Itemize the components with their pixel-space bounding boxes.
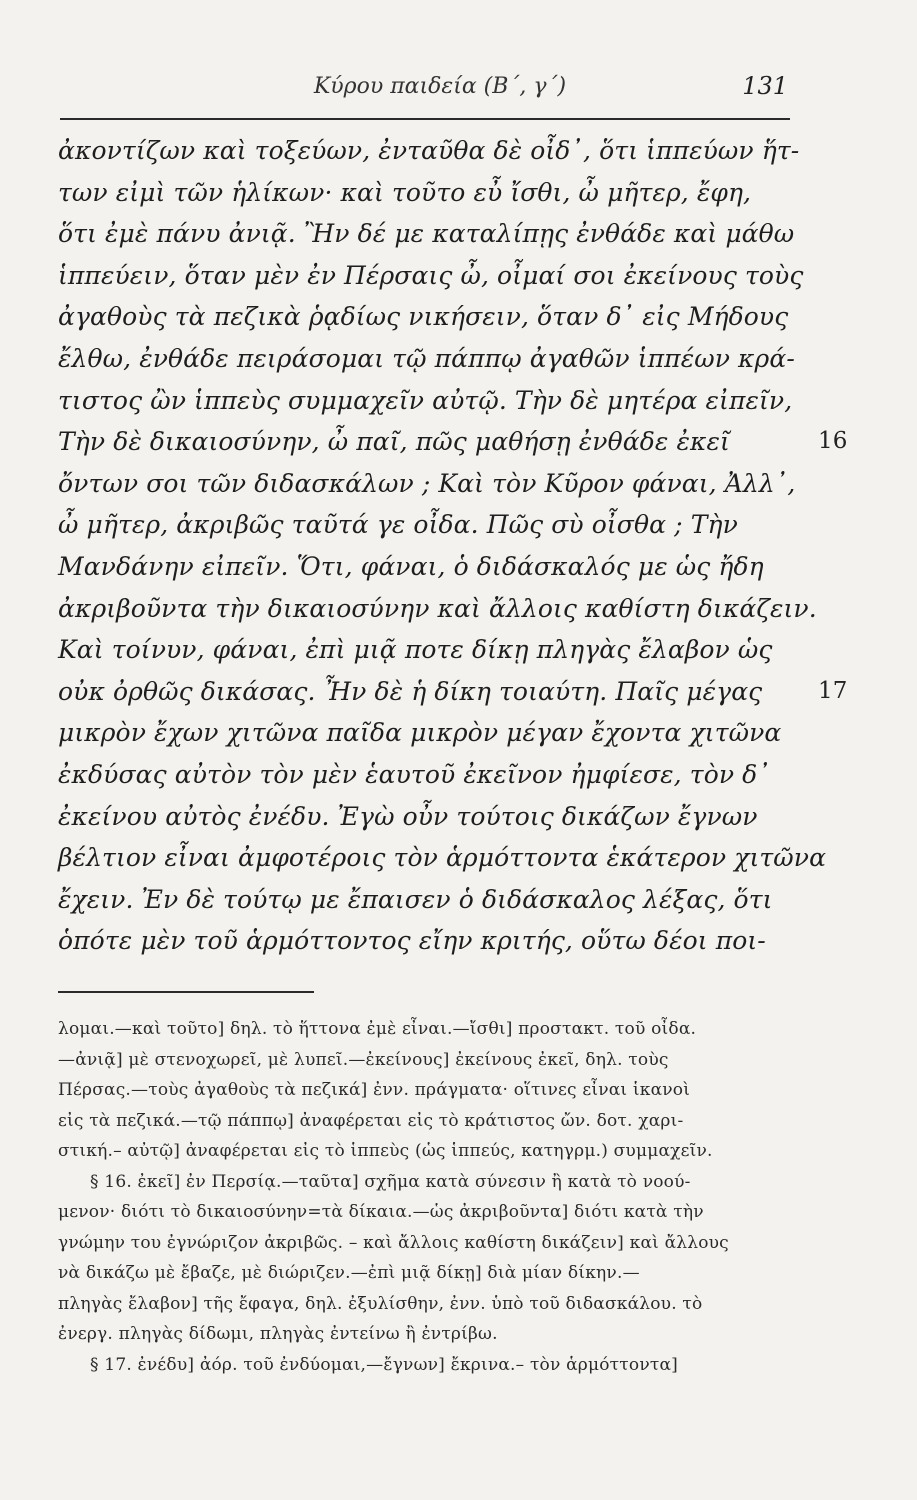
note-line: στική.– αὐτῷ] ἀναφέρεται εἰς τὸ ἱππεὺς (ὡς ἱππεύς, κατηγρμ.) συμμαχεῖν. — [58, 1141, 713, 1161]
note-line: ἐνεργ. πληγὰς δίδωμι, πληγὰς ἐντείνω ἢ ἐντρίβω. — [58, 1324, 498, 1344]
note-line: εἰς τὰ πεζικά.—τῷ πάππῳ] ἀναφέρεται εἰς τὸ κράτιστος ὤν. δοτ. χαρι- — [58, 1110, 684, 1131]
text-line: των εἰμὶ τῶν ἡλίκων· καὶ τοῦτο εὖ ἴσθι, ὦ μῆτερ, ἔφη, — [58, 177, 752, 207]
page-header — [60, 70, 790, 110]
text-line-with-section-17 — [58, 671, 858, 713]
main-text — [58, 130, 858, 962]
text-line: ὁπότε μὲν τοῦ ἁρμόττοντος εἴην κριτής, οὕτω δέοι ποι- — [58, 926, 766, 956]
text-line: βέλτιον εἶναι ἀμφοτέροις τὸν ἁρμόττοντα ἑκάτερον χιτῶνα — [58, 843, 827, 873]
note-line: μενον· διότι τὸ δικαιοσύνην=τὰ δίκαια.—ὡς ἀκριβοῦντα] διότι κατὰ τὴν — [58, 1202, 704, 1222]
text-line: Μανδάνην εἰπεῖν. Ὅτι, φάναι, ὁ διδάσκαλός με ὡς ἤδη — [58, 551, 764, 581]
text-line: μικρὸν ἔχων χιτῶνα παῖδα μικρὸν μέγαν ἔχοντα χιτῶνα — [58, 718, 782, 748]
text-line-with-section-16 — [58, 421, 858, 463]
footnote-rule — [58, 991, 314, 993]
note-line: λομαι.—καὶ τοῦτο] δηλ. τὸ ἥττονα ἐμὲ εἶναι.—ἴσθι] προστακτ. τοῦ οἶδα. — [58, 1019, 697, 1039]
section-number-16: 16 — [818, 428, 848, 455]
note-line: γνώμην του ἐγνώριζον ἀκριβῶς. – καὶ ἄλλοις καθίστη δικάζειν] καὶ ἄλλους — [58, 1232, 729, 1253]
text-line: ὅτι ἐμὲ πάνυ ἀνιᾷ. Ἢν δέ με καταλίπῃς ἐνθάδε καὶ μάθω — [58, 219, 795, 249]
text-line: ἀκριβοῦντα τὴν δικαιοσύνην καὶ ἄλλοις καθίστη δικάζειν. — [58, 593, 817, 623]
text-line: ἀγαθοὺς τὰ πεζικὰ ῥᾳδίως νικήσειν, ὅταν δ᾽ εἰς Μήδους — [58, 302, 789, 332]
text-line: ἐκδύσας αὐτὸν τὸν μὲν ἑαυτοῦ ἐκεῖνον ἠμφίεσε, τὸν δ᾽ — [58, 759, 770, 789]
footnotes — [58, 1014, 848, 1380]
text-line: Καὶ τοίνυν, φάναι, ἐπὶ μιᾷ ποτε δίκῃ πληγὰς ἔλαβον ὡς — [58, 635, 773, 665]
text-line-content: Τὴν δὲ δικαιοσύνην, ὦ παῖ, πῶς μαθήσῃ ἐνθάδε ἐκεῖ — [58, 427, 730, 457]
text-line: ὦ μῆτερ, ἀκριβῶς ταῦτά γε οἶδα. Πῶς σὺ οἶσθα ; Τὴν — [58, 510, 738, 540]
note-line-section-17: § 17. ἐνέδυ] ἀόρ. τοῦ ἐνδύομαι,—ἔγνων] ἔκρινα.– τὸν ἁρμόττοντα] — [90, 1354, 678, 1375]
section-number-17: 17 — [818, 677, 848, 704]
page-number: 131 — [742, 72, 788, 100]
text-line-content: οὐκ ὀρθῶς δικάσας. Ἦν δὲ ἡ δίκη τοιαύτη. Παῖς μέγας — [58, 676, 763, 706]
text-line: ἀκοντίζων καὶ τοξεύων, ἐνταῦθα δὲ οἶδ᾽, ὅτι ἱππεύων ἥτ- — [58, 136, 800, 165]
header-rule — [60, 118, 790, 120]
note-line: νὰ δικάζω μὲ ἔβαζε, μὲ διώριζεν.—ἐπὶ μιᾷ δίκῃ] διὰ μίαν δίκην.— — [58, 1263, 640, 1283]
note-line: Πέρσας.—τοὺς ἀγαθοὺς τὰ πεζικά] ἐνν. πράγματα· οἵτινες εἶναι ἱκανοὶ — [58, 1080, 691, 1100]
text-line: τιστος ὢν ἱππεὺς συμμαχεῖν αὐτῷ. Τὴν δὲ μητέρα εἰπεῖν, — [58, 385, 793, 415]
text-line: ὄντων σοι τῶν διδασκάλων ; Καὶ τὸν Κῦρον φάναι, Ἀλλ᾽, — [58, 468, 796, 498]
note-line: πληγὰς ἔλαβον] τῆς ἔφαγα, δηλ. ἐξυλίσθην, ἐνν. ὑπὸ τοῦ διδασκάλου. τὸ — [58, 1293, 703, 1314]
note-line: —ἀνιᾷ] μὲ στενοχωρεῖ, μὲ λυπεῖ.—ἐκείνους] ἐκείνους ἐκεῖ, δηλ. τοὺς — [58, 1049, 669, 1070]
text-line: ἔλθω, ἐνθάδε πειράσομαι τῷ πάππῳ ἀγαθῶν ἱππέων κρά- — [58, 343, 795, 373]
note-line-section-16: § 16. ἐκεῖ] ἐν Περσίᾳ.—ταῦτα] σχῆμα κατὰ σύνεσιν ἢ κατὰ τὸ νοού- — [90, 1171, 691, 1192]
text-line: ἔχειν. Ἐν δὲ τούτῳ με ἔπαισεν ὁ διδάσκαλος λέξας, ὅτι — [58, 884, 773, 914]
text-line: ἐκείνου αὐτὸς ἐνέδυ. Ἐγὼ οὖν τούτοις δικάζων ἔγνων — [58, 801, 758, 831]
text-line: ἱππεύειν, ὅταν μὲν ἐν Πέρσαις ὦ, οἶμαί σοι ἐκείνους τοὺς — [58, 260, 804, 290]
running-title: Κύρου παιδεία (Β΄, γ΄) — [313, 74, 567, 99]
